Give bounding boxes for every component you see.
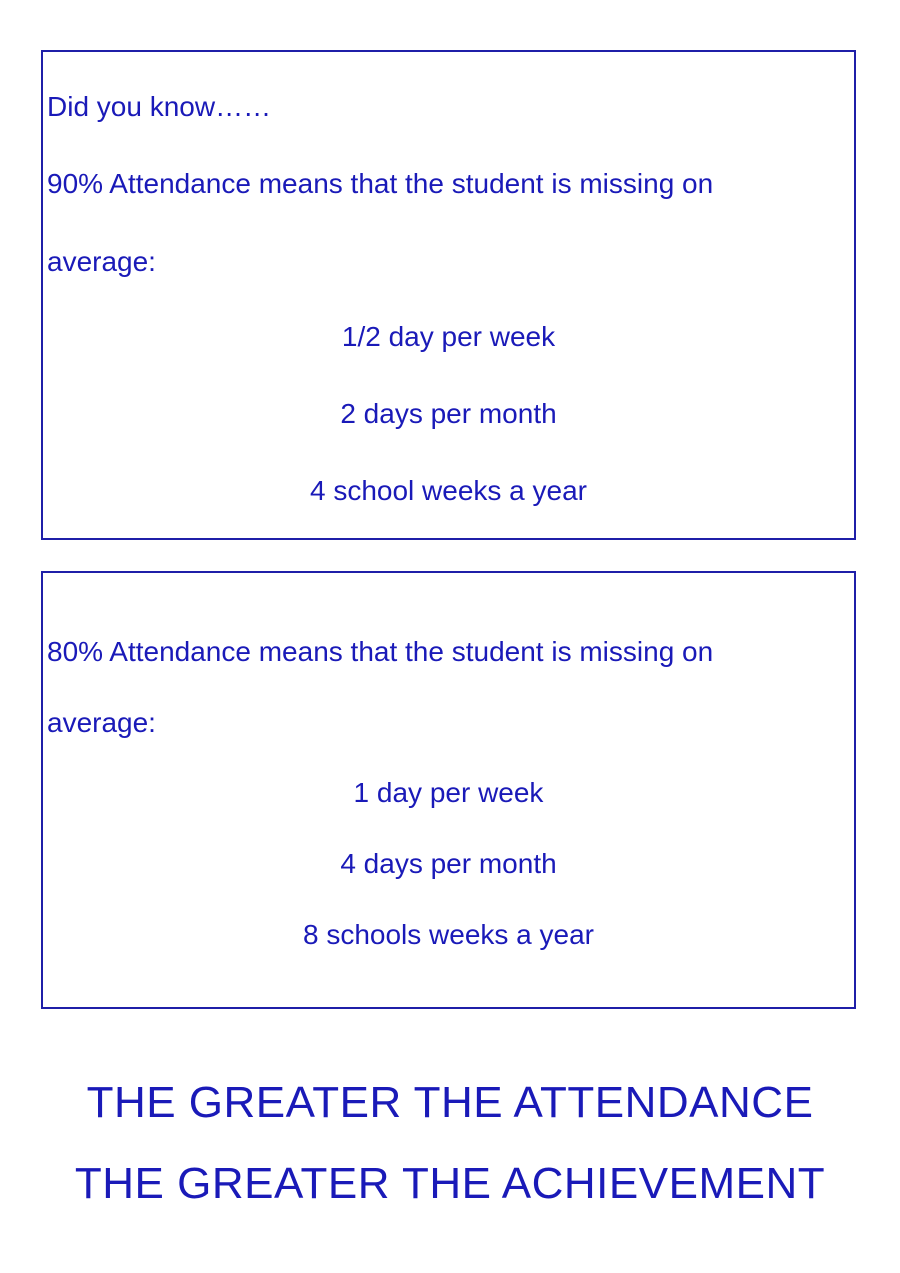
attendance-80-statement-line2: average:: [47, 707, 156, 738]
attendance-80-statement-line1: 80% Attendance means that the student is missing on: [47, 636, 714, 667]
slogan-line-2: THE GREATER THE ACHIEVEMENT: [74, 1159, 826, 1208]
did-you-know-heading: Did you know……: [47, 91, 272, 122]
attendance-90-statement-line2: average:: [47, 246, 156, 277]
attendance-80-item-1: 1 day per week: [353, 777, 544, 808]
attendance-90-statement-line1: 90% Attendance means that the student is missing on: [47, 168, 714, 199]
slogan-line-1: THE GREATER THE ATTENDANCE: [86, 1078, 814, 1127]
attendance-80-box: [41, 571, 856, 1009]
attendance-90-item-2: 2 days per month: [340, 398, 557, 429]
attendance-80-item-2: 4 days per month: [340, 848, 557, 879]
attendance-90-box: [41, 50, 856, 540]
attendance-80-item-3: 8 schools weeks a year: [302, 919, 595, 950]
attendance-90-item-3: 4 school weeks a year: [309, 475, 588, 506]
attendance-90-item-1: 1/2 day per week: [341, 321, 556, 352]
